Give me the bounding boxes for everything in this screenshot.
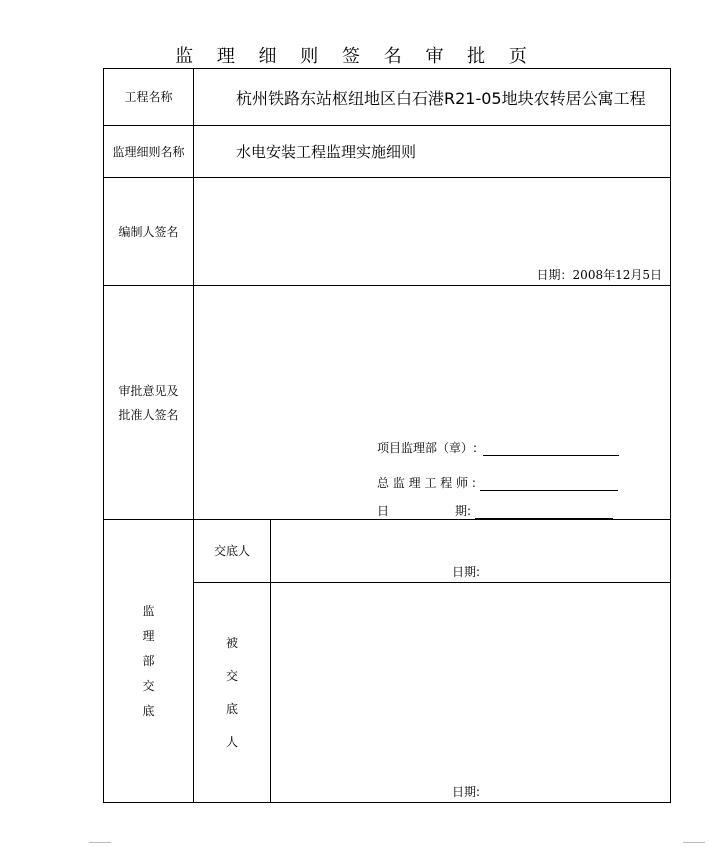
briefing-receiver-date: 日期: xyxy=(452,785,481,799)
row-rules-name xyxy=(104,126,671,178)
rules-name-value[interactable]: 水电安装工程监理实施细则 xyxy=(194,126,671,178)
briefing-dept-char: 部 xyxy=(142,653,155,668)
approval-opinion-field[interactable] xyxy=(194,286,671,520)
briefing-giver-field[interactable] xyxy=(271,520,671,583)
briefing-receiver-char: 人 xyxy=(225,734,238,749)
project-name-value[interactable]: 杭州铁路东站枢纽地区白石港R21-05地块农转居公寓工程 xyxy=(194,69,671,126)
approval-label-line1: 审批意见及 xyxy=(118,383,179,398)
row-approval xyxy=(104,286,671,520)
briefing-receiver-char: 交 xyxy=(225,668,238,683)
approval-date-label-left: 日 xyxy=(377,504,390,518)
chief-engineer-line xyxy=(377,474,618,491)
dept-seal-input[interactable] xyxy=(483,441,619,456)
approval-date-input[interactable] xyxy=(475,504,613,519)
approval-form-table xyxy=(103,68,671,803)
page-title: 监 理 细 则 签 名 审 批 页 xyxy=(175,46,536,67)
chief-engineer-label: 总 监 理 工 程 师 : xyxy=(377,476,476,490)
briefing-dept-char: 理 xyxy=(142,628,155,643)
row-author xyxy=(104,178,671,286)
row-project xyxy=(104,69,671,126)
briefing-dept-label xyxy=(104,520,194,803)
author-date: 日期：2008年12月5日 xyxy=(536,268,662,282)
author-signature-field[interactable] xyxy=(194,178,671,286)
briefing-receiver-field[interactable] xyxy=(271,583,671,803)
chief-engineer-input[interactable] xyxy=(480,476,618,491)
approval-label xyxy=(104,286,194,520)
briefing-giver-label: 交底人 xyxy=(194,520,271,583)
briefing-receiver-char: 底 xyxy=(225,701,238,716)
rules-name-label: 监理细则名称 xyxy=(104,126,194,178)
briefing-receiver-char: 被 xyxy=(225,635,238,650)
author-signature-label: 编制人签名 xyxy=(104,178,194,286)
briefing-receiver-label xyxy=(194,583,271,803)
approval-date-label-right: 期: xyxy=(455,504,472,518)
briefing-dept-char: 交 xyxy=(142,678,155,693)
approval-label-line2: 批准人签名 xyxy=(118,407,179,422)
row-briefing-giver xyxy=(104,520,671,583)
briefing-dept-char: 监 xyxy=(142,603,155,618)
approval-date-line xyxy=(377,502,613,519)
dept-seal-label: 项目监理部（章）: xyxy=(377,441,478,455)
dept-seal-line xyxy=(377,439,619,456)
page-corner-mark-left xyxy=(89,842,111,843)
briefing-giver-date: 日期: xyxy=(452,565,481,579)
briefing-dept-char: 底 xyxy=(142,703,155,718)
page-corner-mark-right xyxy=(683,842,705,843)
project-name-label: 工程名称 xyxy=(104,69,194,126)
